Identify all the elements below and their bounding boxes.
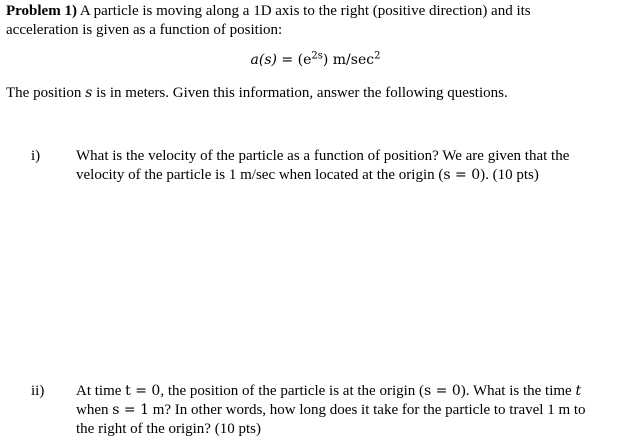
equation-base-close: ) [322, 52, 329, 68]
question-number-ii: ii) [31, 383, 45, 399]
question-ii-line1-post: ). What is the time [460, 383, 576, 399]
equation-units: m/sec [328, 52, 375, 68]
question-ii-line1-math1: t = 0 [125, 383, 161, 399]
equation-base-open: (e [297, 52, 312, 68]
position-variable: s [85, 85, 93, 101]
question-text-i [76, 147, 626, 185]
question-ii-line1-var: t [575, 383, 582, 399]
question-number-i: i) [31, 148, 41, 164]
position-note [6, 84, 626, 103]
equation-exponent: 2s [311, 50, 323, 62]
problem-intro-line2: acceleration is given as a function of position: [6, 22, 283, 38]
question-ii-line2-math: s = 1 [112, 402, 149, 418]
question-ii-line2-post: m? In other words, how long does it take for the particle to travel 1 m to [148, 402, 586, 418]
question-ii-line2-pre: when [76, 402, 113, 418]
question-i-line2-math: s = 0 [443, 167, 481, 183]
question-text-ii [76, 382, 626, 439]
problem-heading: Problem 1) [6, 3, 77, 19]
question-ii-line1-mid: , the position of the particle is at the origin ( [160, 383, 425, 399]
question-i-line1: What is the velocity of the particle as a function of position? We are given that the [76, 148, 570, 164]
position-note-post: is in meters. Given this information, answer the following questions. [92, 85, 508, 101]
acceleration-equation [0, 50, 631, 70]
question-ii-line1-math2: s = 0 [424, 383, 461, 399]
question-i-line2-post: ). (10 pts) [480, 167, 539, 183]
question-ii-line1-pre: At time [76, 383, 126, 399]
question-i-line2-pre: velocity of the particle is 1 m/sec when located at the origin ( [76, 167, 444, 183]
equation-units-exponent: 2 [374, 50, 381, 62]
problem-intro [6, 2, 626, 40]
position-note-pre: The position [6, 85, 86, 101]
question-ii-line3: the right of the origin? (10 pts) [76, 421, 261, 437]
problem-intro-line1: A particle is moving along a 1D axis to the right (positive direction) and its [76, 3, 531, 19]
equation-lhs: a(s) = [250, 52, 298, 68]
